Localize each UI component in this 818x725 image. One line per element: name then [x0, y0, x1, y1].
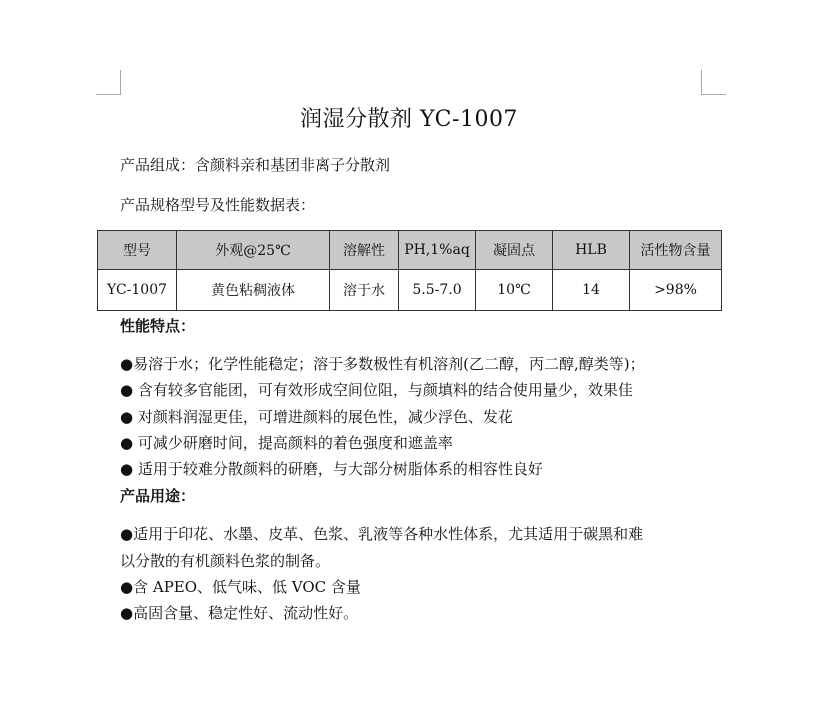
header-cell-active-content: 活性物含量: [630, 231, 722, 270]
use-item: ●适用于印花、水墨、皮革、色浆、乳液等各种水性体系，尤其适用于碳黑和难: [120, 525, 644, 543]
use-item-continuation: 以分散的有机颜料色浆的制备。: [120, 552, 331, 570]
use-item: ●含 APEO、低气味、低 VOC 含量: [120, 578, 361, 596]
cell-hlb: 14: [553, 270, 630, 311]
cell-freezing-point: 10℃: [476, 270, 553, 311]
spec-heading: 产品规格型号及性能数据表：: [120, 196, 316, 214]
feature-item: ● 适用于较难分散颜料的研磨，与大部分树脂体系的相容性良好: [120, 460, 543, 478]
header-cell-hlb: HLB: [553, 231, 630, 270]
crop-mark-top-right: [701, 70, 726, 95]
composition-line: 产品组成：含颜料亲和基团非离子分散剂: [120, 156, 391, 174]
feature-item: ● 对颜料润湿更佳，可增进颜料的展色性，减少浮色、发花: [120, 408, 513, 426]
features-heading: 性能特点：: [120, 317, 196, 335]
spec-table-data-row: [98, 270, 722, 311]
header-cell-appearance: 外观@25℃: [177, 231, 330, 270]
feature-item: ● 可减少研磨时间，提高颜料的着色强度和遮盖率: [120, 434, 453, 452]
cell-model: YC-1007: [98, 270, 177, 311]
cell-appearance: 黄色粘稠液体: [177, 270, 330, 311]
spec-table: [97, 230, 722, 311]
crop-mark-top-left: [96, 70, 121, 95]
document-title: 润湿分散剂 YC-1007: [300, 107, 518, 132]
use-item: ●高固含量、稳定性好、流动性好。: [120, 604, 359, 622]
feature-item: ●易溶于水；化学性能稳定；溶于多数极性有机溶剂(乙二醇，丙二醇,醇类等)；: [120, 355, 645, 373]
feature-item: ● 含有较多官能团，可有效形成空间位阻，与颜填料的结合使用量少，效果佳: [120, 381, 633, 399]
header-cell-solubility: 溶解性: [330, 231, 399, 270]
cell-ph: 5.5-7.0: [399, 270, 476, 311]
uses-heading: 产品用途：: [120, 487, 196, 505]
header-cell-freezing-point: 凝固点: [476, 231, 553, 270]
cell-solubility: 溶于水: [330, 270, 399, 311]
header-cell-model: 型号: [98, 231, 177, 270]
header-cell-ph: PH,1%aq: [399, 231, 476, 270]
spec-table-header-row: [98, 231, 722, 270]
cell-active-content: >98%: [630, 270, 722, 311]
